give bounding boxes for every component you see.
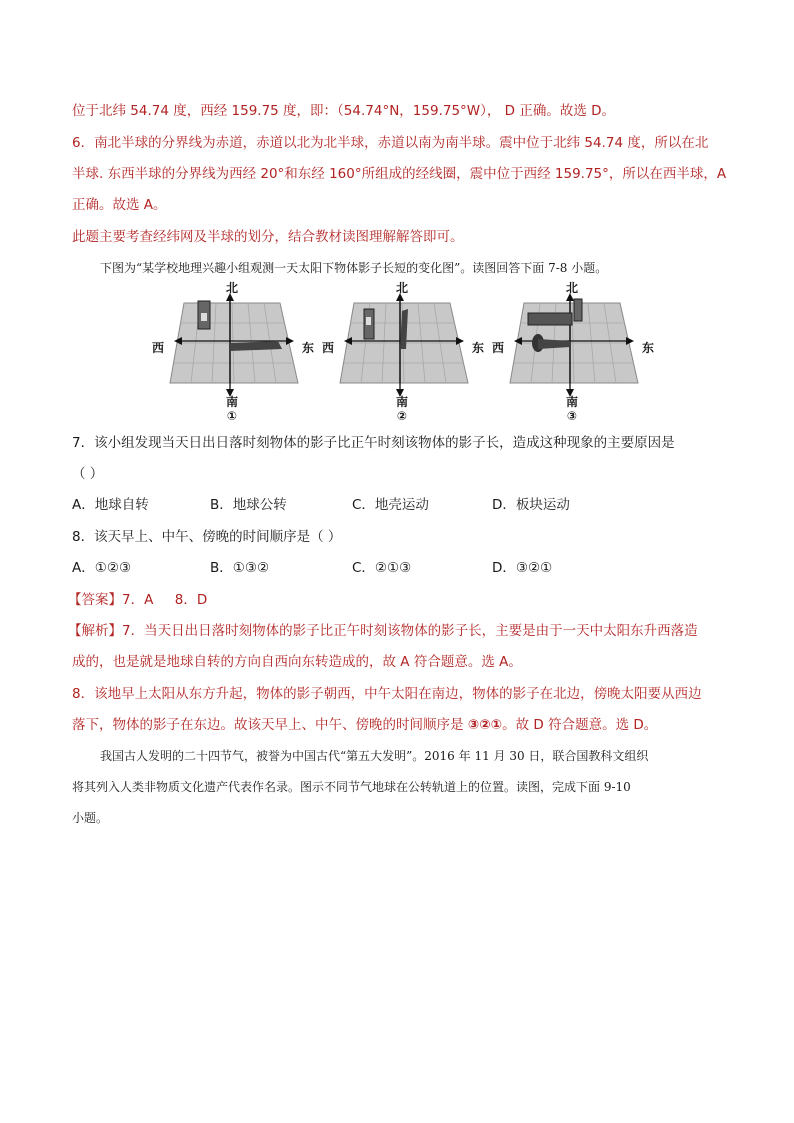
north-label: 北 <box>395 281 408 295</box>
west-label: 西 <box>151 341 164 355</box>
q8-option-d: D．③②① <box>492 560 553 576</box>
intro-9-10-line3: 小题。 <box>72 811 109 825</box>
q8-option-a: A．①②③ <box>72 560 132 576</box>
analysis-line3: 8．该地早上太阳从东方升起，物体的影子朝西，中午太阳在南边，物体的影子在北边，傍晚太阳要从西边 <box>72 686 702 702</box>
analysis-text-4a: 落下，物体的影子在东边。故该天早上、中午、傍晚的时间顺序是 <box>72 717 468 733</box>
figure-panel-2 <box>321 281 484 423</box>
intro-9-10-line2: 将其列入人类非物质文化遗产代表作名录。图示不同节气地球在公转轨道上的位置。读图，完成下面 9-10 <box>72 780 631 794</box>
panel-number: ② <box>396 409 408 423</box>
intro-7-8: 下图为“某学校地理兴趣小组观测一天太阳下物体影子长短的变化图”。读图回答下面 7-8 小题。 <box>100 261 608 275</box>
east-label: 东 <box>641 341 654 355</box>
question-7-blank: （ ） <box>72 466 104 482</box>
north-label: 北 <box>225 281 238 295</box>
explanation-6-line3: 正确。故选 A。 <box>72 197 167 213</box>
analysis-order: ③②① <box>467 717 503 733</box>
analysis-line1 <box>68 621 698 641</box>
answer-text: 7．A 8．D <box>122 592 208 608</box>
q7-option-c: C．地壳运动 <box>352 497 429 513</box>
west-label: 西 <box>321 341 334 355</box>
q8-option-b: B．①③② <box>210 560 270 576</box>
analysis-text-1: 7．当天日出日落时刻物体的影子比正午时刻该物体的影子长，主要是由于一天中太阳东升西落造 <box>122 623 698 639</box>
q7-option-a: A．地球自转 <box>72 497 149 513</box>
analysis-text-4c: 。故 D 符合题意。选 D。 <box>502 717 658 733</box>
explanation-6-summary: 此题主要考查经纬网及半球的划分，结合教材读图理解解答即可。 <box>72 229 464 245</box>
panel-number: ① <box>226 409 238 423</box>
question-7-stem: 7．该小组发现当天日出日落时刻物体的影子比正午时刻该物体的影子长，造成这种现象的主要原因是 <box>72 435 675 451</box>
question-8-stem: 8．该天早上、中午、傍晚的时间顺序是（ ） <box>72 529 342 545</box>
analysis-line2: 成的，也是就是地球自转的方向自西向东转造成的，故 A 符合题意。选 A。 <box>72 654 522 670</box>
figure-panel-1 <box>151 281 314 423</box>
east-label: 东 <box>471 341 484 355</box>
south-label: 南 <box>225 395 238 409</box>
analysis-label: 【解析】 <box>68 623 122 639</box>
explanation-5-end: 位于北纬 54.74 度，西经 159.75 度，即：（54.74°N，159.75°W）， D 正确。故选 D。 <box>72 103 616 119</box>
q8-option-c: C．②①③ <box>352 560 412 576</box>
north-label: 北 <box>565 281 578 295</box>
explanation-6-line1: 6．南北半球的分界线为赤道，赤道以北为北半球，赤道以南为南半球。震中位于北纬 54.74 度，所以在北 <box>72 135 709 151</box>
figure-panel-3 <box>491 281 654 423</box>
answer-block <box>68 590 207 610</box>
intro-9-10-line1: 我国古人发明的二十四节气，被誉为中国古代“第五大发明”。2016 年 11 月 30 日，联合国教科文组织 <box>100 749 649 763</box>
south-label: 南 <box>565 395 578 409</box>
answer-label: 【答案】 <box>68 592 122 608</box>
explanation-6-line2: 半球. 东西半球的分界线为西经 20°和东经 160°所组成的经线圈，震中位于西经 159.75°，所以在西半球，A <box>72 166 727 182</box>
east-label: 东 <box>301 341 314 355</box>
south-label: 南 <box>395 395 408 409</box>
q7-option-b: B．地球公转 <box>210 497 287 513</box>
west-label: 西 <box>491 341 504 355</box>
q7-option-d: D．板块运动 <box>492 497 570 513</box>
panel-number: ③ <box>566 409 578 423</box>
analysis-line4 <box>72 715 657 735</box>
